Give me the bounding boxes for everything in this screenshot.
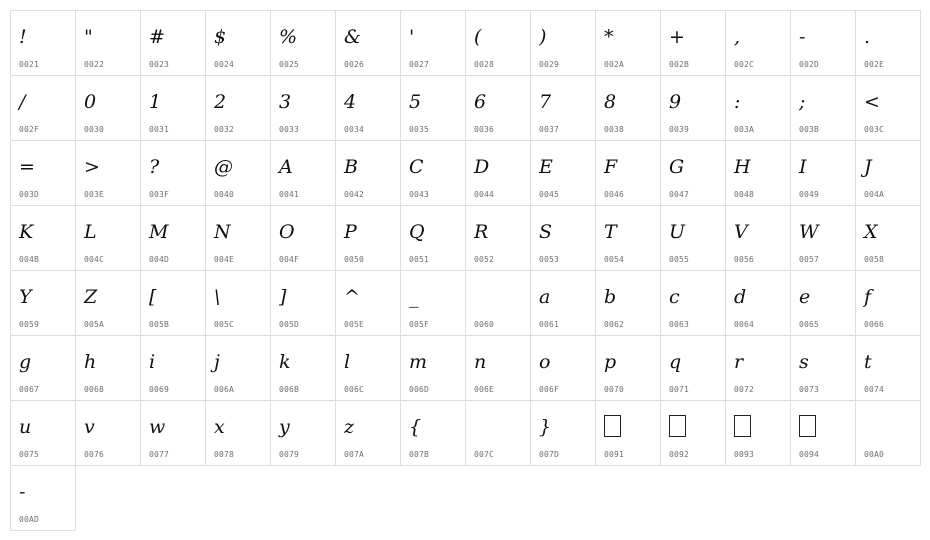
- missing-glyph-icon: [669, 415, 686, 437]
- glyph-code: 0053: [539, 255, 560, 264]
- glyph-code: 0076: [84, 450, 105, 459]
- glyph-code: 006B: [279, 385, 300, 394]
- glyph-code: 0043: [409, 190, 430, 199]
- glyph-code: 0091: [604, 450, 625, 459]
- glyph-char: q: [669, 351, 682, 373]
- glyph-cell: [140, 140, 206, 206]
- glyph-char: T: [604, 221, 617, 243]
- glyph-code: 002E: [864, 60, 885, 69]
- glyph-cell: [530, 270, 596, 336]
- glyph-char: c: [669, 286, 680, 308]
- glyph-code: 0060: [474, 320, 495, 329]
- missing-glyph-icon: [604, 415, 621, 437]
- glyph-cell: [10, 205, 76, 271]
- glyph-code: 0027: [409, 60, 430, 69]
- glyph-char: /: [19, 91, 26, 113]
- glyph-cell: [530, 10, 596, 76]
- glyph-char: ): [539, 26, 547, 48]
- glyph-cell: [75, 205, 141, 271]
- glyph-code: 002A: [604, 60, 625, 69]
- glyph-cell: [725, 400, 791, 466]
- glyph-code: 0062: [604, 320, 625, 329]
- glyph-char: R: [474, 221, 489, 243]
- glyph-cell: [660, 10, 726, 76]
- glyph-code: 0069: [149, 385, 170, 394]
- glyph-cell: [270, 75, 336, 141]
- glyph-code: 0044: [474, 190, 495, 199]
- notdef-box-icon: [604, 415, 621, 439]
- glyph-code: 0054: [604, 255, 625, 264]
- glyph-char: s: [799, 351, 809, 373]
- glyph-code: 0046: [604, 190, 625, 199]
- glyph-code: 004F: [279, 255, 300, 264]
- glyph-cell: [790, 400, 856, 466]
- glyph-char: r: [734, 351, 744, 373]
- glyph-code: 0042: [344, 190, 365, 199]
- glyph-code: 003D: [19, 190, 40, 199]
- glyph-cell: [660, 140, 726, 206]
- glyph-char: B: [344, 156, 358, 178]
- glyph-cell: [10, 75, 76, 141]
- glyph-cell: [205, 270, 271, 336]
- glyph-cell: [10, 140, 76, 206]
- glyph-char: h: [84, 351, 97, 373]
- glyph-cell: [75, 75, 141, 141]
- glyph-code: 003C: [864, 125, 885, 134]
- glyph-char: ]: [279, 286, 287, 308]
- glyph-char: {: [409, 416, 422, 438]
- glyph-cell: [205, 75, 271, 141]
- glyph-char: g: [19, 351, 32, 373]
- glyph-code: 0030: [84, 125, 105, 134]
- glyph-code: 0032: [214, 125, 235, 134]
- notdef-box-icon: [669, 415, 686, 439]
- glyph-code: 0038: [604, 125, 625, 134]
- glyph-code: 00AD: [19, 515, 40, 524]
- glyph-cell: [400, 205, 466, 271]
- glyph-code: 005B: [149, 320, 170, 329]
- glyph-code: 003F: [149, 190, 170, 199]
- glyph-code: 0057: [799, 255, 820, 264]
- glyph-cell: [335, 10, 401, 76]
- glyph-code: 005F: [409, 320, 430, 329]
- glyph-code: 0092: [669, 450, 690, 459]
- glyph-code: 0033: [279, 125, 300, 134]
- glyph-char: 3: [279, 91, 292, 113]
- glyph-code: 0063: [669, 320, 690, 329]
- glyph-char: ;: [799, 91, 806, 113]
- glyph-char: W: [799, 221, 819, 243]
- glyph-code: 0061: [539, 320, 560, 329]
- glyph-code: 003E: [84, 190, 105, 199]
- glyph-char: Y: [19, 286, 32, 308]
- glyph-char: X: [864, 221, 878, 243]
- glyph-cell: [465, 335, 531, 401]
- glyph-cell: [725, 10, 791, 76]
- glyph-char: 7: [539, 91, 552, 113]
- glyph-char: 8: [604, 91, 617, 113]
- glyph-cell: [595, 10, 661, 76]
- glyph-cell: [465, 400, 531, 466]
- glyph-cell: [75, 270, 141, 336]
- glyph-char: ?: [149, 156, 160, 178]
- glyph-char: }: [539, 416, 552, 438]
- glyph-code: 005D: [279, 320, 300, 329]
- glyph-cell: [335, 75, 401, 141]
- glyph-cell: [205, 400, 271, 466]
- glyph-code: 0051: [409, 255, 430, 264]
- glyph-cell: [855, 75, 921, 141]
- glyph-code: 0035: [409, 125, 430, 134]
- glyph-cell: [140, 270, 206, 336]
- glyph-cell: [725, 75, 791, 141]
- glyph-char: [: [149, 286, 157, 308]
- glyph-cell: [790, 75, 856, 141]
- glyph-char: $: [214, 26, 227, 48]
- glyph-char: O: [279, 221, 295, 243]
- glyph-cell: [10, 400, 76, 466]
- glyph-cell: [595, 140, 661, 206]
- glyph-code: 005A: [84, 320, 105, 329]
- glyph-char: E: [539, 156, 553, 178]
- glyph-char: N: [214, 221, 231, 243]
- glyph-cell: [140, 400, 206, 466]
- glyph-char: y: [279, 416, 290, 438]
- glyph-char: f: [864, 286, 872, 308]
- glyph-cell: [725, 140, 791, 206]
- glyph-code: 004C: [84, 255, 105, 264]
- glyph-char: j: [214, 351, 220, 373]
- glyph-char: =: [19, 156, 35, 178]
- glyph-cell: [335, 270, 401, 336]
- glyph-cell: [400, 335, 466, 401]
- glyph-cell: [75, 10, 141, 76]
- glyph-char: 4: [344, 91, 357, 113]
- glyph-char: @: [214, 156, 233, 178]
- glyph-cell: [855, 10, 921, 76]
- glyph-char: U: [669, 221, 686, 243]
- missing-glyph-icon: [799, 415, 816, 437]
- glyph-cell: [530, 205, 596, 271]
- glyph-cell: [530, 140, 596, 206]
- glyph-code: 0048: [734, 190, 755, 199]
- glyph-char: k: [279, 351, 291, 373]
- glyph-code: 006F: [539, 385, 560, 394]
- glyph-grid: [10, 10, 920, 530]
- glyph-code: 007C: [474, 450, 495, 459]
- glyph-char: >: [84, 156, 100, 178]
- glyph-code: 0077: [149, 450, 170, 459]
- glyph-char: .: [864, 26, 871, 48]
- glyph-cell: [595, 75, 661, 141]
- glyph-char: ': [409, 26, 415, 48]
- glyph-cell: [400, 400, 466, 466]
- glyph-cell: [205, 140, 271, 206]
- glyph-code: 0047: [669, 190, 690, 199]
- glyph-code: 004E: [214, 255, 235, 264]
- glyph-char: (: [474, 26, 482, 48]
- glyph-code: 005C: [214, 320, 235, 329]
- glyph-cell: [10, 10, 76, 76]
- glyph-char: 9: [669, 91, 682, 113]
- glyph-cell: [465, 75, 531, 141]
- glyph-char: Q: [409, 221, 425, 243]
- glyph-cell: [465, 10, 531, 76]
- glyph-cell: [400, 75, 466, 141]
- glyph-code: 0055: [669, 255, 690, 264]
- glyph-char: H: [734, 156, 751, 178]
- glyph-code: 0036: [474, 125, 495, 134]
- glyph-code: 0029: [539, 60, 560, 69]
- glyph-char: x: [214, 416, 225, 438]
- glyph-cell: [595, 270, 661, 336]
- glyph-cell: [530, 400, 596, 466]
- glyph-char: P: [344, 221, 357, 243]
- glyph-char: 2: [214, 91, 227, 113]
- glyph-code: 0050: [344, 255, 365, 264]
- glyph-code: 0039: [669, 125, 690, 134]
- glyph-code: 0073: [799, 385, 820, 394]
- glyph-code: 0031: [149, 125, 170, 134]
- glyph-code: 0026: [344, 60, 365, 69]
- glyph-code: 004B: [19, 255, 40, 264]
- glyph-code: 0041: [279, 190, 300, 199]
- glyph-char: l: [344, 351, 351, 373]
- glyph-char: 5: [409, 91, 422, 113]
- glyph-char: 1: [149, 91, 162, 113]
- glyph-char: v: [84, 416, 95, 438]
- glyph-cell: [335, 400, 401, 466]
- glyph-cell: [140, 75, 206, 141]
- glyph-char: ^: [344, 286, 360, 308]
- glyph-cell: [530, 75, 596, 141]
- glyph-char: <: [864, 91, 880, 113]
- glyph-char: J: [864, 156, 872, 178]
- glyph-char: #: [149, 26, 165, 48]
- glyph-code: 002D: [799, 60, 820, 69]
- glyph-code: 006A: [214, 385, 235, 394]
- glyph-code: 00A0: [864, 450, 885, 459]
- glyph-char: :: [734, 91, 741, 113]
- glyph-cell: [205, 335, 271, 401]
- glyph-cell: [790, 10, 856, 76]
- missing-glyph-icon: [734, 415, 751, 437]
- glyph-char: F: [604, 156, 618, 178]
- glyph-code: 0037: [539, 125, 560, 134]
- glyph-cell: [790, 335, 856, 401]
- glyph-char: S: [539, 221, 553, 243]
- glyph-cell: [855, 270, 921, 336]
- glyph-char: m: [409, 351, 428, 373]
- glyph-char: d: [734, 286, 747, 308]
- glyph-cell: [270, 270, 336, 336]
- glyph-code: 006E: [474, 385, 495, 394]
- glyph-code: 0023: [149, 60, 170, 69]
- glyph-char: p: [604, 351, 617, 373]
- glyph-code: 0067: [19, 385, 40, 394]
- glyph-char: C: [409, 156, 424, 178]
- glyph-char: n: [474, 351, 487, 373]
- glyph-char: \: [214, 286, 221, 308]
- glyph-char: i: [149, 351, 156, 373]
- glyph-cell: [335, 140, 401, 206]
- glyph-char: G: [669, 156, 685, 178]
- glyph-code: 0068: [84, 385, 105, 394]
- glyph-char: -: [799, 26, 806, 48]
- glyph-code: 0093: [734, 450, 755, 459]
- glyph-cell: [400, 270, 466, 336]
- glyph-cell: [205, 205, 271, 271]
- glyph-cell: [400, 10, 466, 76]
- glyph-code: 0034: [344, 125, 365, 134]
- glyph-char: _: [409, 286, 419, 308]
- glyph-code: 0072: [734, 385, 755, 394]
- glyph-cell: [75, 140, 141, 206]
- glyph-code: 0070: [604, 385, 625, 394]
- glyph-code: 0064: [734, 320, 755, 329]
- glyph-char: -: [19, 481, 26, 503]
- glyph-code: 003B: [799, 125, 820, 134]
- glyph-cell: [660, 335, 726, 401]
- glyph-char: ": [84, 26, 93, 48]
- glyph-cell: [660, 75, 726, 141]
- glyph-char: &: [344, 26, 361, 48]
- glyph-code: 0058: [864, 255, 885, 264]
- glyph-code: 0065: [799, 320, 820, 329]
- glyph-cell: [725, 335, 791, 401]
- glyph-code: 002F: [19, 125, 40, 134]
- glyph-cell: [270, 335, 336, 401]
- glyph-cell: [595, 335, 661, 401]
- glyph-cell: [75, 400, 141, 466]
- glyph-char: K: [19, 221, 34, 243]
- glyph-cell: [855, 335, 921, 401]
- glyph-cell: [75, 335, 141, 401]
- glyph-cell: [140, 335, 206, 401]
- glyph-cell: [465, 140, 531, 206]
- glyph-cell: [10, 465, 76, 531]
- glyph-code: 003A: [734, 125, 755, 134]
- glyph-code: 0066: [864, 320, 885, 329]
- glyph-cell: [790, 270, 856, 336]
- glyph-char: D: [474, 156, 490, 178]
- glyph-code: 005E: [344, 320, 365, 329]
- glyph-char: a: [539, 286, 551, 308]
- glyph-code: 002C: [734, 60, 755, 69]
- glyph-char: L: [84, 221, 97, 243]
- glyph-cell: [595, 400, 661, 466]
- glyph-cell: [400, 140, 466, 206]
- glyph-cell: [660, 270, 726, 336]
- glyph-char: w: [149, 416, 166, 438]
- glyph-code: 0049: [799, 190, 820, 199]
- glyph-code: 0028: [474, 60, 495, 69]
- glyph-code: 006D: [409, 385, 430, 394]
- glyph-cell: [855, 400, 921, 466]
- glyph-char: Z: [84, 286, 98, 308]
- glyph-code: 0021: [19, 60, 40, 69]
- glyph-code: 0052: [474, 255, 495, 264]
- glyph-code: 004D: [149, 255, 170, 264]
- glyph-code: 007A: [344, 450, 365, 459]
- notdef-box-icon: [799, 415, 816, 439]
- glyph-cell: [855, 140, 921, 206]
- glyph-cell: [270, 10, 336, 76]
- glyph-char: o: [539, 351, 551, 373]
- glyph-char: 6: [474, 91, 487, 113]
- glyph-char: %: [279, 26, 298, 48]
- glyph-code: 007B: [409, 450, 430, 459]
- glyph-char: z: [344, 416, 355, 438]
- glyph-cell: [335, 335, 401, 401]
- glyph-cell: [10, 335, 76, 401]
- glyph-char: e: [799, 286, 811, 308]
- glyph-char: I: [799, 156, 807, 178]
- glyph-code: 0056: [734, 255, 755, 264]
- glyph-code: 0040: [214, 190, 235, 199]
- glyph-cell: [465, 205, 531, 271]
- notdef-box-icon: [734, 415, 751, 439]
- glyph-code: 006C: [344, 385, 365, 394]
- glyph-cell: [270, 400, 336, 466]
- glyph-code: 0024: [214, 60, 235, 69]
- glyph-char: ,: [734, 26, 741, 48]
- glyph-code: 0045: [539, 190, 560, 199]
- glyph-cell: [530, 335, 596, 401]
- glyph-cell: [790, 140, 856, 206]
- glyph-cell: [660, 205, 726, 271]
- glyph-cell: [790, 205, 856, 271]
- glyph-code: 007D: [539, 450, 560, 459]
- glyph-code: 0079: [279, 450, 300, 459]
- glyph-char: t: [864, 351, 872, 373]
- glyph-code: 0074: [864, 385, 885, 394]
- glyph-cell: [595, 205, 661, 271]
- glyph-cell: [725, 270, 791, 336]
- glyph-cell: [140, 205, 206, 271]
- glyph-cell: [140, 10, 206, 76]
- glyph-code: 0078: [214, 450, 235, 459]
- glyph-code: 002B: [669, 60, 690, 69]
- glyph-cell: [270, 205, 336, 271]
- glyph-code: 004A: [864, 190, 885, 199]
- glyph-char: V: [734, 221, 748, 243]
- glyph-char: A: [279, 156, 293, 178]
- glyph-code: 0059: [19, 320, 40, 329]
- glyph-char: *: [604, 26, 614, 48]
- glyph-char: !: [19, 26, 27, 48]
- glyph-code: 0075: [19, 450, 40, 459]
- glyph-cell: [335, 205, 401, 271]
- glyph-char: u: [19, 416, 32, 438]
- glyph-cell: [10, 270, 76, 336]
- glyph-cell: [205, 10, 271, 76]
- glyph-code: 0071: [669, 385, 690, 394]
- glyph-char: +: [669, 26, 685, 48]
- glyph-cell: [465, 270, 531, 336]
- glyph-code: 0022: [84, 60, 105, 69]
- glyph-char: 0: [84, 91, 97, 113]
- glyph-code: 0025: [279, 60, 300, 69]
- glyph-char: M: [149, 221, 169, 243]
- glyph-cell: [270, 140, 336, 206]
- glyph-char: b: [604, 286, 617, 308]
- glyph-cell: [855, 205, 921, 271]
- glyph-code: 0094: [799, 450, 820, 459]
- glyph-cell: [660, 400, 726, 466]
- glyph-cell: [725, 205, 791, 271]
